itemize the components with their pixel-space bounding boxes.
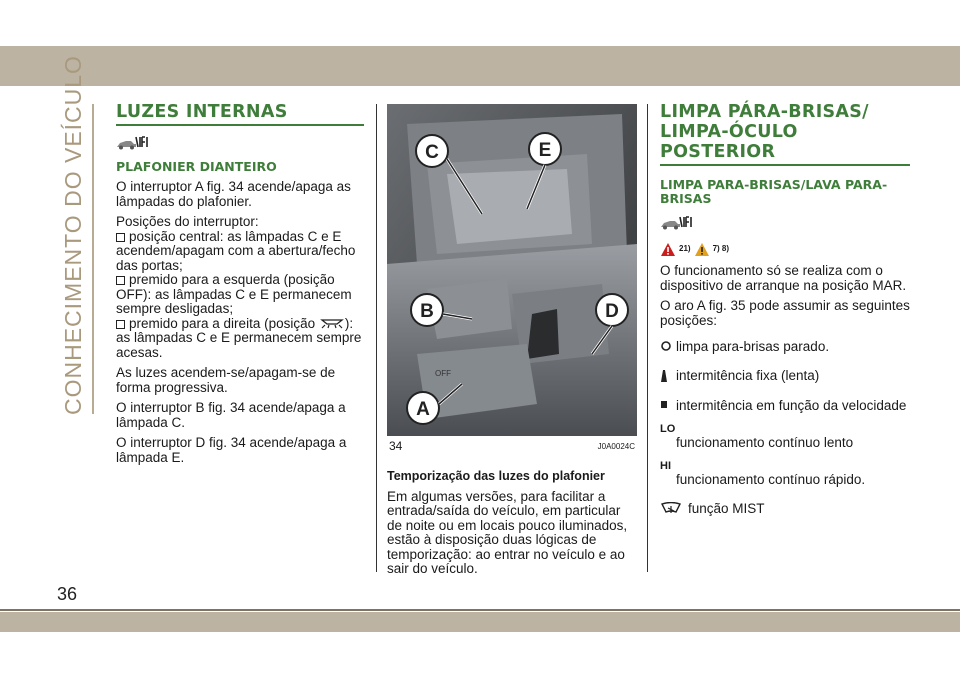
figure-label-c: C [425, 142, 439, 163]
bullet-box [116, 320, 125, 329]
figure-caption [387, 439, 637, 455]
wiper-mist-icon [660, 502, 688, 521]
paragraph: Posições do interruptor: [116, 214, 259, 229]
list-item: premido para a direita (posição ): as lâmpadas C e E permanecem sempre acesas. [116, 315, 362, 360]
header-band [0, 46, 960, 86]
page-number: 36 [57, 584, 78, 604]
danger-warning-icon [660, 242, 676, 257]
paragraph: O interruptor A fig. 34 acende/apaga as lâmpadas do plafonier. [116, 179, 351, 209]
paragraph: O interruptor B fig. 34 acende/apaga a lâmpada C. [116, 400, 346, 430]
wiper-hi-symbol: HI [660, 459, 671, 472]
section-title-interior-lights: LUZES INTERNAS [116, 102, 364, 126]
position-item: HI funcionamento contínuo rápido. [660, 459, 866, 487]
car-icon [116, 134, 150, 150]
bullet-box [116, 276, 125, 285]
position-item: LO funcionamento contínuo lento [660, 422, 854, 450]
figure-label-a: A [416, 399, 430, 420]
caution-warning-icon [694, 242, 710, 257]
figure-label-e: E [538, 140, 552, 161]
section-title-wipers-line1: LIMPA PÁRA-BRISAS/ [660, 102, 869, 122]
warning-references [660, 240, 910, 258]
car-icon [660, 214, 694, 230]
footer-rule [0, 609, 960, 611]
paragraph: O interruptor D fig. 34 acende/apaga a lâmpada E. [116, 435, 347, 465]
subheading-timer: Temporização das luzes do plafonier [387, 469, 605, 483]
subsection-title-wiper-washer: LIMPA PARA-BRISAS/LAVA PARA-BRISAS [660, 177, 888, 206]
figure-34-photo [387, 104, 637, 436]
paragraph: As luzes acendem-se/apagam-se de forma progressiva. [116, 365, 336, 395]
plafonier-illustration [387, 104, 637, 436]
paragraph: O aro A fig. 35 pode assumir as seguintes posições: [660, 298, 910, 328]
figure-code: J0A0024C [597, 442, 635, 451]
list-item: premido para a esquerda (posição OFF): as lâmpadas C e E permanecem sempre desligadas; [116, 272, 352, 316]
paragraph: O funcionamento só se realiza com o dispositivo de arranque na posição MAR. [660, 263, 907, 293]
warning-ref-1: 21) [679, 243, 691, 253]
section-title-wipers-line2: LIMPA-ÓCULO POSTERIOR [660, 122, 910, 166]
wiper-lo-symbol: LO [660, 422, 676, 435]
column-divider-right [647, 104, 648, 572]
subsection-title-front-plafonier: PLAFONIER DIANTEIRO [116, 159, 277, 174]
position-item: limpa para-brisas parado. [660, 340, 910, 357]
figure-off-text: OFF [435, 369, 451, 378]
car-version-icon [116, 134, 364, 152]
figure-label-d: D [605, 301, 619, 322]
paragraph: Em algumas versões, para facilitar a entrada/saída do veículo, em particular de noite ou em locais pouco iluminados, estão à disposição duas lógicas de temporização: ao entrar no veículo e ao sair do veículo. [387, 488, 628, 576]
chapter-title: CONHECIMENTO DO VEÍCULO [60, 55, 86, 415]
figure-number: 34 [389, 439, 403, 453]
position-item: intermitência em função da velocidade [660, 399, 910, 414]
car-version-icon [660, 214, 910, 232]
position-item: intermitência fixa (lenta) [660, 369, 910, 388]
column-divider-left [376, 104, 377, 572]
warning-ref-2: 7) 8) [712, 243, 730, 253]
left-column [116, 102, 364, 465]
list-item: posição central: as lâmpadas C e E acendem/apagam com a abertura/fecho das portas; [116, 228, 356, 273]
middle-column [387, 104, 637, 577]
wiper-speed-dependent-icon [660, 399, 676, 414]
footer-band [0, 612, 960, 632]
interior-light-on-icon [319, 318, 345, 329]
position-item: função MIST [660, 502, 910, 521]
bullet-box [116, 233, 125, 242]
chapter-rule [92, 104, 94, 414]
wiper-off-icon [660, 340, 676, 357]
right-column [660, 102, 910, 520]
figure-label-b: B [420, 301, 434, 322]
wiper-intermittent-icon [660, 369, 676, 388]
